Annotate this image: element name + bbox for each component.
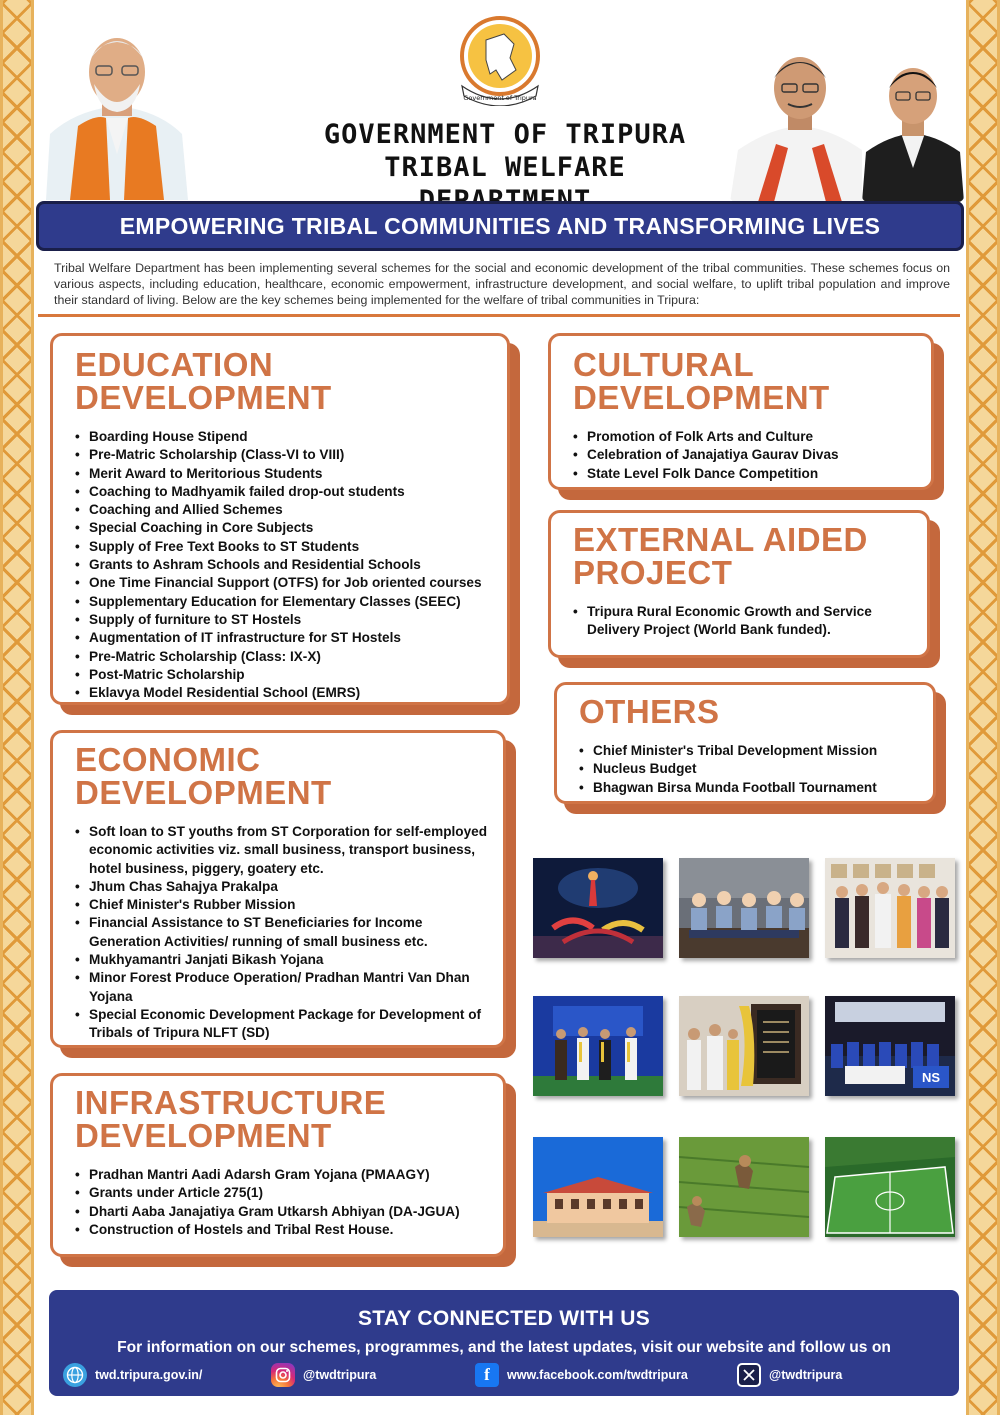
website-link[interactable]	[63, 1362, 202, 1388]
school-building-photo	[533, 1137, 663, 1237]
scheme-list	[75, 823, 487, 1043]
scheme-item: • Soft loan to ST youths from ST Corporation for self-employed economic activities viz. small business, transport business, hotel business, piggery, goatery etc.	[75, 823, 487, 878]
title-line-1: GOVERNMENT OF TRIPURA	[323, 119, 687, 150]
scheme-list	[75, 1166, 487, 1239]
svg-text:NS: NS	[921, 1070, 941, 1085]
footer-heading: STAY CONNECTED WITH US	[357, 1307, 651, 1330]
scheme-item: • Coaching and Allied Schemes	[75, 501, 491, 519]
title-line-2: TRIBAL WELFARE	[384, 152, 626, 183]
divider	[38, 314, 960, 317]
chief-minister-photo	[730, 40, 870, 202]
right-tribal-border	[966, 0, 1000, 1415]
scheme-item: • Special Economic Development Package for Development of Tribals of Tripura NLFT (SD)	[75, 1006, 487, 1043]
scheme-item: • Supply of furniture to ST Hostels	[75, 611, 491, 629]
card-title: CULTURAL DEVELOPMENT	[573, 346, 830, 416]
globe-icon	[63, 1363, 87, 1387]
economic-development-card	[50, 730, 506, 1048]
stay-connected-footer	[49, 1290, 959, 1396]
instagram-icon	[271, 1363, 295, 1387]
plaque-inauguration-photo	[679, 996, 809, 1096]
scheme-item: • Supplementary Education for Elementary Classes (SEEC)	[75, 593, 491, 611]
football-team-photo	[825, 996, 955, 1096]
scheme-list	[573, 603, 911, 640]
cultural-development-card	[548, 333, 934, 490]
football-ground-photo	[825, 1137, 955, 1237]
card-title: EDUCATION DEVELOPMENT	[75, 346, 332, 416]
scheme-item: • Construction of Hostels and Tribal Rest House.	[75, 1221, 487, 1239]
scheme-item: • Coaching to Madhyamik failed drop-out students	[75, 483, 491, 501]
scheme-item: • Supply of Free Text Books to ST Students	[75, 538, 491, 556]
scheme-item: • Promotion of Folk Arts and Culture	[573, 428, 915, 446]
x-icon	[737, 1363, 761, 1387]
scheme-item: • One Time Financial Support (OTFS) for Job oriented courses	[75, 574, 491, 592]
scheme-item: • Augmentation of IT infrastructure for ST Hostels	[75, 629, 491, 647]
classroom-students-photo	[679, 858, 809, 958]
scheme-item: • Special Coaching in Core Subjects	[75, 519, 491, 537]
farming-field-photo	[679, 1137, 809, 1237]
scheme-item: • Grants to Ashram Schools and Residential Schools	[75, 556, 491, 574]
social-links	[49, 1362, 959, 1388]
scheme-item: • Dharti Aaba Janajatiya Gram Utkarsh Abhiyan (DA-JGUA)	[75, 1203, 487, 1221]
scheme-item: • Boarding House Stipend	[75, 428, 491, 446]
minister-photo	[862, 56, 964, 202]
card-title: INFRASTRUCTURE DEVELOPMENT	[75, 1084, 387, 1154]
prime-minister-photo	[36, 14, 198, 200]
others-card	[554, 682, 936, 804]
scheme-item: • Chief Minister's Rubber Mission	[75, 896, 487, 914]
card-title: OTHERS	[579, 693, 720, 730]
scheme-item: • Bhagwan Birsa Munda Football Tournament	[579, 779, 917, 797]
folk-dance-photo	[533, 858, 663, 958]
award-ceremony-photo	[825, 858, 955, 958]
scheme-list	[75, 428, 491, 702]
instagram-handle: @twdtripura	[303, 1368, 377, 1382]
scheme-item: • Pre-Matric Scholarship (Class: IX-X)	[75, 648, 491, 666]
scheme-item: • Eklavya Model Residential School (EMRS)	[75, 684, 491, 702]
scheme-list	[573, 428, 915, 483]
facebook-icon: f	[475, 1363, 499, 1387]
scheme-list	[579, 742, 917, 797]
education-development-card	[50, 333, 510, 705]
infrastructure-development-card	[50, 1073, 506, 1257]
scheme-item: • Post-Matric Scholarship	[75, 666, 491, 684]
left-tribal-border	[0, 0, 34, 1415]
instagram-link[interactable]	[271, 1362, 376, 1388]
scheme-item: • State Level Folk Dance Competition	[573, 465, 915, 483]
scheme-item: • Tripura Rural Economic Growth and Service Delivery Project (World Bank funded).	[573, 603, 911, 640]
scheme-item: • Merit Award to Meritorious Students	[75, 465, 491, 483]
felicitation-stage-photo	[533, 996, 663, 1096]
facebook-url: www.facebook.com/twdtripura	[507, 1368, 688, 1382]
scheme-item: • Pradhan Mantri Aadi Adarsh Gram Yojana (PMAAGY)	[75, 1166, 487, 1184]
scheme-item: • Nucleus Budget	[579, 760, 917, 778]
government-of-tripura-emblem	[456, 14, 544, 106]
scheme-item: • Celebration of Janajatiya Gaurav Divas	[573, 446, 915, 464]
card-title: EXTERNAL AIDED PROJECT	[573, 521, 868, 591]
headline-banner: EMPOWERING TRIBAL COMMUNITIES AND TRANSFORMING LIVES	[36, 201, 964, 251]
scheme-item: • Grants under Article 275(1)	[75, 1184, 487, 1202]
scheme-item: • Minor Forest Produce Operation/ Pradhan Mantri Van Dhan Yojana	[75, 969, 487, 1006]
intro-paragraph: Tribal Welfare Department has been implementing several schemes for the social and economic development of the tribal communities. These schemes focus on various aspects, including education, healthcare, economic empowerment, infrastructure development, and social welfare, to uplift tribal population and improve their standard of living. Below are the key schemes being implemented for the welfare of tribal communities in Tripura:	[54, 261, 950, 307]
scheme-item: • Jhum Chas Sahajya Prakalpa	[75, 878, 487, 896]
svg-text:Government of Tripura: Government of Tripura	[463, 94, 537, 102]
external-aided-project-card	[548, 510, 930, 658]
facebook-link[interactable]	[475, 1362, 688, 1388]
card-title: ECONOMIC DEVELOPMENT	[75, 741, 332, 811]
x-handle: @twdtripura	[769, 1368, 843, 1382]
scheme-item: • Mukhyamantri Janjati Bikash Yojana	[75, 951, 487, 969]
scheme-item: • Financial Assistance to ST Beneficiaries for Income Generation Activities/ running of small business etc.	[75, 914, 487, 951]
x-link[interactable]	[737, 1362, 842, 1388]
footer-text: For information on our schemes, programmes, and the latest updates, visit our website and follow us on	[117, 1339, 891, 1356]
scheme-item: • Chief Minister's Tribal Development Mission	[579, 742, 917, 760]
scheme-item: • Pre-Matric Scholarship (Class-VI to VIII)	[75, 446, 491, 464]
website-url: twd.tripura.gov.in/	[95, 1368, 203, 1382]
